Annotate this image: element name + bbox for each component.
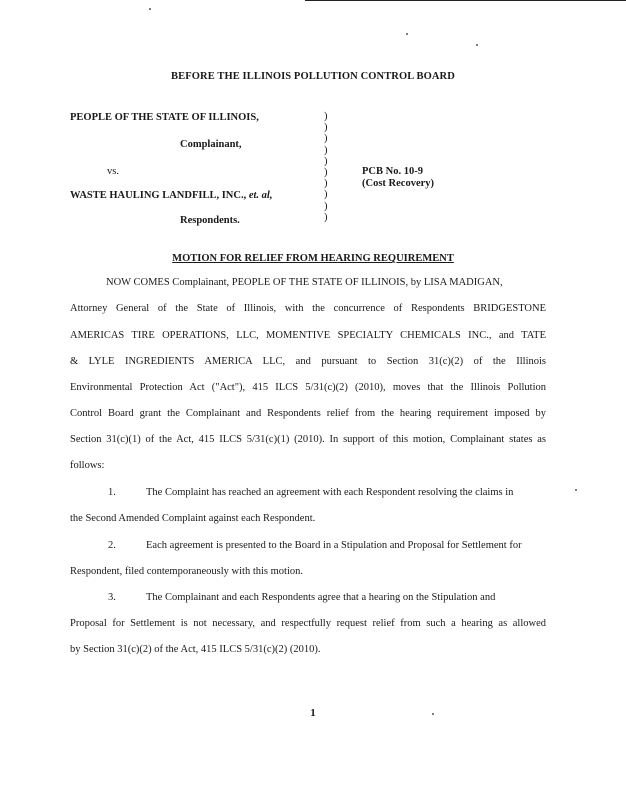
paren: ) (324, 155, 328, 167)
intro-line: Attorney General of the State of Illinois, with the concurrence of Respondents BRIDGESTONE (70, 303, 546, 314)
intro-line: Section 31(c)(1) of the Act, 415 ILCS 5/31(c)(1) (2010). In support of this motion, Complainant states as (70, 434, 546, 445)
scan-speck (575, 489, 577, 491)
court-title: BEFORE THE ILLINOIS POLLUTION CONTROL BOARD (171, 71, 455, 82)
page-number: 1 (310, 707, 316, 719)
paragraph-line: The Complainant and each Respondents agree that a hearing on the Stipulation and (146, 592, 496, 603)
paren: ) (324, 189, 328, 201)
paren: ) (324, 167, 328, 179)
caption-parentheses (324, 111, 328, 223)
paragraph-number: 1. (108, 487, 116, 498)
intro-line: follows: (70, 460, 105, 471)
paragraph-line: The Complaint has reached an agreement with each Respondent resolving the claims in (146, 487, 514, 498)
case-number: PCB No. 10-9 (362, 166, 423, 177)
case-type: (Cost Recovery) (362, 178, 435, 189)
paragraph-line: Respondent, filed contemporaneously with this motion. (70, 566, 304, 577)
defendant-main: WASTE HAULING LANDFILL, INC., (70, 190, 247, 201)
motion-title: MOTION FOR RELIEF FROM HEARING REQUIREMENT (172, 253, 454, 264)
paren: ) (324, 133, 328, 145)
paren: ) (324, 144, 328, 156)
paragraph-number: 3. (108, 592, 116, 603)
intro-line: & LYLE INGREDIENTS AMERICA LLC, and pursuant to Section 31(c)(2) of the Illinois (70, 356, 546, 367)
intro-line: Environmental Protection Act ("Act"), 415 ILCS 5/31(c)(2) (2010), moves that the Illinois Pollution (70, 382, 546, 393)
paragraph-line: Proposal for Settlement is not necessary, and respectfully request relief from such a hearing as allowed (70, 618, 546, 629)
intro-line: NOW COMES Complainant, PEOPLE OF THE STATE OF ILLINOIS, by LISA MADIGAN, (106, 277, 503, 288)
paragraph-line: Each agreement is presented to the Board in a Stipulation and Proposal for Settlement for (146, 540, 522, 551)
plaintiff-role: Complainant, (180, 139, 242, 150)
paragraph-number: 2. (108, 540, 116, 551)
paren: ) (324, 111, 328, 122)
scan-speck (406, 33, 408, 35)
scan-speck (149, 8, 151, 10)
defendant-name (70, 189, 272, 202)
scan-speck (476, 44, 478, 46)
plaintiff-name: PEOPLE OF THE STATE OF ILLINOIS, (70, 112, 259, 123)
intro-line: Control Board grant the Complainant and Respondents relief from the hearing requirement imposed by (70, 408, 546, 419)
paren: ) (324, 211, 328, 223)
versus-label: vs. (107, 166, 119, 177)
paren: ) (324, 178, 328, 190)
paren: ) (324, 122, 328, 134)
paren: ) (324, 200, 328, 212)
scan-artifact-line (305, 0, 626, 1)
paragraph-line: the Second Amended Complaint against each Respondent. (70, 513, 316, 524)
paragraph-line: by Section 31(c)(2) of the Act, 415 ILCS 5/31(c)(2) (2010). (70, 644, 321, 655)
defendant-role: Respondents. (180, 215, 240, 226)
defendant-etal: et. al, (248, 190, 273, 201)
intro-line: AMERICAS TIRE OPERATIONS, LLC, MOMENTIVE SPECIALTY CHEMICALS INC., and TATE (70, 330, 546, 341)
